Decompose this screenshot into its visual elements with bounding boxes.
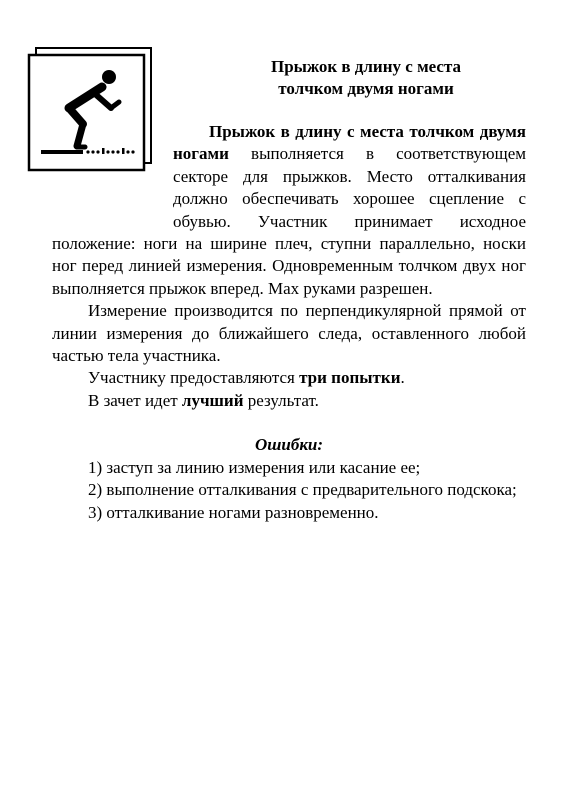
attempts-text-bold: три попытки [299, 368, 401, 388]
document-body [52, 121, 526, 524]
title-line-2: толчком двумя ногами [278, 79, 454, 98]
result-text-after: результат. [243, 390, 319, 410]
paragraph-measurement [52, 300, 526, 367]
error-item: 3) отталкивание ногами разновременно. [88, 502, 379, 522]
attempts-text-after: . [400, 368, 405, 388]
error-item: 1) заступ за линию измерения или касание ее; [88, 457, 421, 477]
paragraph-measurement-text: Измерение производится по перпендикулярной прямой от линии измерения до ближайшего следа, оставленного любой частью тела участника. [52, 301, 526, 366]
paragraph-attempts [52, 367, 526, 389]
icon-wrap-spacer [52, 121, 173, 211]
paragraph-result [52, 390, 526, 412]
paragraph-description-bold: Прыжок в длину с места толчком двумя ногами [173, 122, 526, 164]
page-title [170, 56, 562, 100]
error-item: 2) выполнение отталкивания с предварительного подскока; [88, 480, 517, 500]
paragraph-description-text: выполняется в соответствующем секторе для прыжков. Место отталкивания должно обеспечивать хорошее сцепление с обувью. Участник принимает исходное положение: ноги на ширине плеч, ступни параллельно, носки ног перед линией измерения. Одновременным толчком двух ног выполняется прыжок вперед. Мах руками разрешен. [52, 144, 526, 298]
errors-heading: Ошибки: [254, 435, 324, 455]
result-text-before: В зачет идет [88, 390, 182, 410]
title-line-1: Прыжок в длину с места [270, 57, 462, 76]
attempts-text-before: Участнику предоставляются [88, 368, 300, 388]
result-text-bold: лучший [181, 390, 244, 410]
